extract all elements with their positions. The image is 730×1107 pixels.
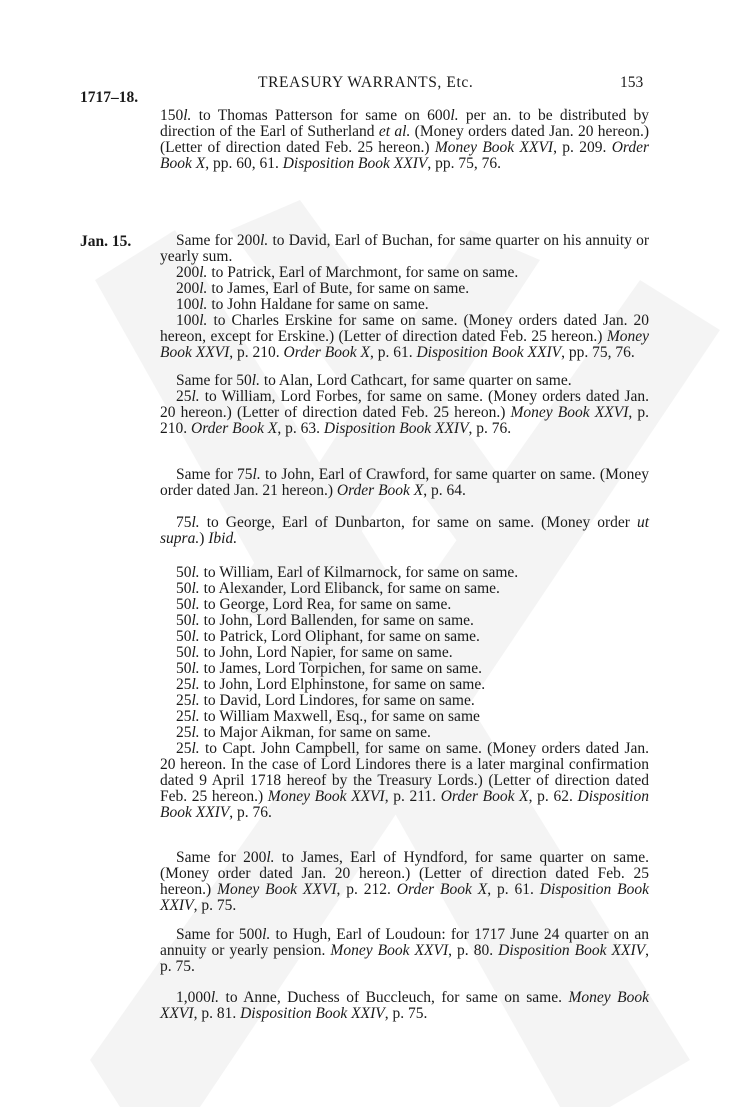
- text-segment: 25: [176, 740, 192, 757]
- text-segment: 50: [176, 596, 192, 613]
- italic-text: l.: [183, 107, 192, 124]
- text-segment: to Alexander, Lord Elibanck, for same on same.: [199, 580, 500, 597]
- text-segment: , p. 210.: [229, 344, 284, 361]
- text-segment: ): [199, 530, 209, 547]
- entry-paragraph: [160, 373, 649, 389]
- warrant-entry: [160, 373, 649, 437]
- italic-text: l.: [191, 564, 200, 581]
- text-segment: 50: [176, 580, 192, 597]
- italic-text: l.: [199, 296, 208, 313]
- text-segment: Same for 200: [176, 849, 267, 866]
- italic-text: Money Book XXVI: [160, 989, 649, 1022]
- text-segment: to John, Lord Elphinstone, for same on same.: [199, 676, 486, 693]
- italic-text: l.: [262, 926, 271, 943]
- entry-paragraph: [160, 233, 649, 265]
- entry-paragraph: [160, 850, 649, 914]
- text-segment: 25: [176, 724, 192, 741]
- text-segment: , pp. 60, 61.: [205, 155, 283, 172]
- entry-paragraph: [160, 629, 649, 645]
- text-segment: to Major Aikman, for same on same.: [199, 724, 431, 741]
- entry-paragraph: [160, 297, 649, 313]
- text-segment: , p. 210.: [160, 404, 649, 437]
- text-segment: to James, Earl of Hyndford, for same quarter on same. (Money order dated Jan. 20 hereon.) (Letter of direction dated Feb. 25 hereon.): [160, 849, 650, 898]
- italic-text: l.: [251, 372, 260, 389]
- italic-text: l.: [191, 388, 200, 405]
- text-segment: to James, Earl of Bute, for same on same.: [207, 280, 470, 297]
- text-segment: to Thomas Patterson for same on 600: [191, 107, 451, 124]
- italic-text: Order Book X: [440, 788, 529, 805]
- italic-text: l.: [210, 989, 220, 1006]
- text-segment: 200: [176, 264, 200, 281]
- text-segment: to Alan, Lord Cathcart, for same quarter on same.: [259, 372, 572, 389]
- italic-text: Money Book XXVI: [217, 881, 337, 898]
- text-segment: 75: [176, 514, 192, 531]
- italic-text: l.: [191, 596, 200, 613]
- text-segment: (Money orders dated Jan. 20 hereon.) (Letter of direction dated Feb. 25 hereon.): [160, 123, 650, 156]
- text-segment: to Patrick, Lord Oliphant, for same on same.: [199, 628, 480, 645]
- italic-text: Disposition Book XXIV: [323, 420, 469, 437]
- italic-text: l.: [199, 280, 208, 297]
- entry-paragraph: [160, 927, 649, 975]
- italic-text: Order Book X: [283, 344, 370, 361]
- warrant-entry: [160, 990, 649, 1022]
- entry-paragraph: [160, 725, 649, 741]
- entry-paragraph: [160, 389, 649, 437]
- warrant-entry: [160, 467, 649, 499]
- text-segment: to James, Lord Torpichen, for same on same.: [199, 660, 482, 677]
- warrant-entry: [160, 927, 649, 975]
- text-segment: , p. 75.: [160, 942, 649, 975]
- entry-paragraph: [160, 467, 649, 499]
- text-segment: 50: [176, 628, 192, 645]
- italic-text: l.: [450, 107, 459, 124]
- text-segment: 25: [176, 708, 192, 725]
- italic-text: l.: [191, 724, 200, 741]
- text-segment: to David, Earl of Buchan, for same quarter on his annuity or yearly sum.: [160, 232, 649, 265]
- italic-text: Disposition Book XXIV: [282, 155, 428, 172]
- text-segment: Same for 50: [176, 372, 252, 389]
- warrant-entry: [160, 233, 649, 361]
- text-segment: Same for 200: [176, 232, 261, 249]
- text-segment: , p. 212.: [336, 881, 397, 898]
- italic-text: l.: [191, 708, 200, 725]
- text-segment: , p. 211.: [384, 788, 441, 805]
- italic-text: l.: [199, 312, 208, 329]
- italic-text: l.: [191, 676, 200, 693]
- entry-paragraph: [160, 613, 649, 629]
- text-segment: , p. 76.: [229, 804, 272, 821]
- italic-text: l.: [191, 644, 200, 661]
- italic-text: l.: [199, 264, 208, 281]
- entry-paragraph: [160, 709, 649, 725]
- text-segment: , p. 62.: [528, 788, 578, 805]
- italic-text: Order Book X: [160, 139, 649, 172]
- italic-text: Ibid.: [208, 530, 238, 547]
- text-segment: to Capt. John Campbell, for same on same. (Money orders dated Jan. 20 hereon. In the case of Lord Lindores there is a later marginal confirmation dated 9 April 1718 hereof by the Treasury Lords.) (Letter of direction dated Feb. 25 hereon.): [160, 740, 649, 805]
- italic-text: l.: [191, 740, 200, 757]
- warrant-entry: [160, 108, 649, 172]
- entry-paragraph: [160, 265, 649, 281]
- text-segment: 25: [176, 676, 192, 693]
- running-title: TREASURY WARRANTS, Etc.: [258, 74, 474, 91]
- page-number: 153: [620, 74, 644, 91]
- text-segment: to William Maxwell, Esq., for same on same: [199, 708, 480, 725]
- italic-text: Disposition Book XXIV: [160, 788, 649, 821]
- entry-paragraph: [160, 741, 649, 821]
- italic-text: Disposition Book XXIV: [416, 344, 562, 361]
- text-segment: , p. 76.: [468, 420, 512, 437]
- date-margin-label: Jan. 15.: [80, 233, 132, 250]
- text-segment: , p. 63.: [277, 420, 324, 437]
- text-segment: , p. 75.: [193, 897, 237, 914]
- entry-paragraph: [160, 677, 649, 693]
- text-segment: 25: [176, 388, 192, 405]
- italic-text: Disposition Book XXIV: [160, 881, 650, 914]
- italic-text: Money Book XXVI: [330, 942, 449, 959]
- warrant-entry: [160, 850, 649, 914]
- italic-text: l.: [252, 466, 261, 483]
- entry-paragraph: [160, 581, 649, 597]
- text-segment: to John, Lord Napier, for same on same.: [199, 644, 453, 661]
- text-segment: to George, Earl of Dunbarton, for same on same. (Money order: [199, 514, 637, 531]
- text-segment: , p. 64.: [423, 482, 466, 499]
- italic-text: l.: [191, 692, 200, 709]
- italic-text: l.: [266, 849, 275, 866]
- text-segment: 50: [176, 644, 192, 661]
- italic-text: Money Book XXVI: [160, 328, 649, 361]
- italic-text: ut supra.: [160, 514, 649, 547]
- text-segment: to Anne, Duchess of Buccleuch, for same on same.: [219, 989, 569, 1006]
- entry-paragraph: [160, 990, 649, 1022]
- text-segment: Same for 500: [176, 926, 263, 943]
- italic-text: et al.: [378, 123, 411, 140]
- entry-paragraph: [160, 108, 649, 172]
- year-margin-label: 1717–18.: [80, 89, 139, 106]
- italic-text: l.: [191, 580, 200, 597]
- italic-text: Order Book X: [191, 420, 278, 437]
- text-segment: 150: [160, 107, 184, 124]
- italic-text: Order Book X: [396, 881, 488, 898]
- text-segment: 50: [176, 660, 192, 677]
- entry-paragraph: [160, 661, 649, 677]
- warrant-entry: [160, 565, 649, 821]
- text-segment: , p. 75.: [384, 1005, 428, 1022]
- entry-paragraph: [160, 313, 649, 361]
- italic-text: Disposition Book XXIV: [240, 1005, 385, 1022]
- italic-text: Order Book X: [336, 482, 424, 499]
- italic-text: l.: [191, 660, 200, 677]
- text-segment: 50: [176, 612, 192, 629]
- text-segment: to David, Lord Lindores, for same on same.: [199, 692, 475, 709]
- warrant-entry: [160, 515, 649, 547]
- entry-paragraph: [160, 597, 649, 613]
- text-segment: , pp. 75, 76.: [561, 344, 635, 361]
- text-segment: 200: [176, 280, 200, 297]
- text-segment: to William, Lord Forbes, for same on same. (Money orders dated Jan. 20 hereon.) (Letter of direction dated Feb. 25 hereon.): [160, 388, 649, 421]
- entry-paragraph: [160, 645, 649, 661]
- text-segment: to George, Lord Rea, for same on same.: [199, 596, 452, 613]
- text-segment: to William, Earl of Kilmarnock, for same on same.: [199, 564, 519, 581]
- text-segment: , p. 80.: [448, 942, 499, 959]
- italic-text: Money Book XXVI: [267, 788, 385, 805]
- text-segment: to Hugh, Earl of Loudoun: for 1717 June 24 quarter on an annuity or yearly pension.: [160, 926, 649, 959]
- text-segment: , p. 209.: [553, 139, 612, 156]
- entry-paragraph: [160, 515, 649, 547]
- entry-paragraph: [160, 693, 649, 709]
- text-segment: per an. to be distributed by direction of the Earl of Sutherland: [160, 107, 649, 140]
- italic-text: Disposition Book XXIV: [498, 942, 646, 959]
- text-segment: to John, Lord Ballenden, for same on same.: [199, 612, 474, 629]
- text-segment: to John, Earl of Crawford, for same quarter on same. (Money order dated Jan. 21 hereon.): [160, 466, 649, 499]
- italic-text: Money Book XXVI: [510, 404, 629, 421]
- text-segment: 25: [176, 692, 192, 709]
- text-segment: to Charles Erskine for same on same. (Money orders dated Jan. 20 hereon, except for Erskine.) (Letter of direction dated Feb. 25 hereon.): [160, 312, 649, 345]
- text-segment: 100: [176, 312, 200, 329]
- text-segment: , pp. 75, 76.: [427, 155, 501, 172]
- text-segment: to Patrick, Earl of Marchmont, for same on same.: [207, 264, 519, 281]
- entry-paragraph: [160, 281, 649, 297]
- text-segment: 50: [176, 564, 192, 581]
- text-segment: Same for 75: [176, 466, 253, 483]
- italic-text: l.: [191, 612, 200, 629]
- entry-paragraph: [160, 565, 649, 581]
- italic-text: l.: [191, 628, 200, 645]
- text-segment: 1,000: [176, 989, 211, 1006]
- text-segment: to John Haldane for same on same.: [207, 296, 429, 313]
- text-segment: , p. 61.: [369, 344, 417, 361]
- italic-text: Money Book XXVI: [434, 139, 554, 156]
- text-segment: , p. 81.: [193, 1005, 241, 1022]
- text-segment: 100: [176, 296, 200, 313]
- text-segment: , p. 61.: [487, 881, 540, 898]
- italic-text: l.: [260, 232, 269, 249]
- italic-text: l.: [191, 514, 200, 531]
